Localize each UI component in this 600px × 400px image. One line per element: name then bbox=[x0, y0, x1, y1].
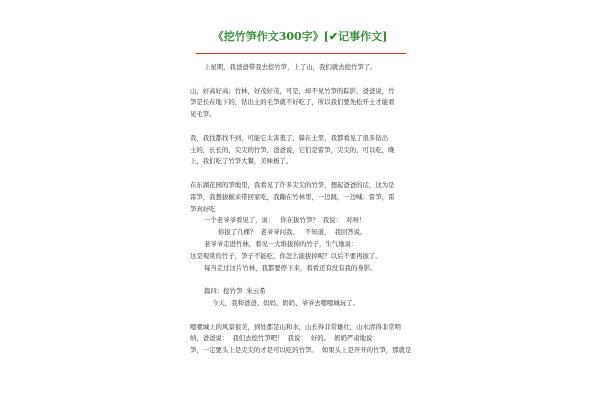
paragraph-gap bbox=[190, 274, 422, 286]
paragraph-line: 上，我们吃了竹笋大餐，美味极了。 bbox=[190, 157, 293, 166]
paragraph-line: 我，我找都找不到，可能它太害羞了，躲在土里，我都看见了很多钻出 bbox=[190, 133, 389, 142]
paragraph-line: 雷笋，我想拔掘来带回家吃，我蹦在竹林里，一边跳，一边喊：雷笋，雷 bbox=[190, 192, 395, 201]
section-heading: 篇四：挖竹笋 朱云希 bbox=[204, 287, 266, 296]
paragraph-line: 今天，我和爸爸、妈妈、奶奶、爷爷去嗯嗯城玩了。 bbox=[212, 298, 359, 307]
paragraph-line: 这是观赏的竹子，笋子不能吃，你怎么能拔掉呢？以后不要再拔了。 bbox=[190, 251, 382, 260]
paragraph-line: 上星期，我爸爸带我去挖竹笋，上了山，我们就去挖竹笋了。 bbox=[204, 63, 377, 71]
paragraph-gap bbox=[190, 168, 422, 180]
paragraph-line: 一个老爷爷看见了，说： 你在拔竹笋？ 我说： 对呀！ bbox=[204, 216, 366, 225]
paragraph-line: 老爷爷走进竹林，看见一大堆拔掉的竹子，生气地说： bbox=[204, 239, 358, 248]
title-divider bbox=[196, 53, 406, 54]
paragraph-line: 嗯嗯城上的风景很美，到处都是山和水，山长得非常雄壮，山水清得非常明 bbox=[190, 322, 401, 331]
paragraph-line: 笋是长在地下的，钻出土的毛笋就不好吃了，所以我们要先松开土才能看 bbox=[190, 98, 395, 107]
paragraph-line: 在东湖花园的笋地里，我看见了许多尖尖的竹笋，想起爸爸的话，这为是 bbox=[190, 180, 395, 189]
document-title: 《挖竹笋作文300字》[✔记事作文] bbox=[212, 30, 388, 43]
paragraph-line: 山，好高好高；竹林，好茂好茂，可是，却不见竹笋的踪影，爸爸说，竹 bbox=[190, 86, 395, 95]
paragraph-line: 你拔了几棵？ 老爷爷问我。 不知道， 我回答说。 bbox=[218, 228, 367, 237]
paragraph-line: 笋，一定要头上是尖尖的才是可以吃的竹笋。 如果头上是开开的竹笋，那就是 bbox=[190, 346, 412, 355]
paragraph-gap bbox=[190, 310, 422, 322]
paragraph-gap bbox=[190, 121, 422, 133]
paragraph-line: 见毛笋。 bbox=[190, 110, 216, 119]
paragraph-gap bbox=[190, 74, 422, 86]
paragraph-line: 笋真好吃 bbox=[190, 204, 216, 213]
document-body bbox=[190, 62, 422, 357]
paragraph-line: 土的，长长的，尖尖的竹笋，爸爸说，它们是雷笋，尖尖的，可以吃，晚 bbox=[190, 145, 395, 154]
paragraph-line: 纳，爸爸说： 我们去挖竹笋吧！ 我说： 好的。 奶奶严肃地说： bbox=[190, 334, 379, 343]
paragraph-line: 每当走过这片竹林，我都要停下来，看看还有没有我的身影。 bbox=[204, 263, 377, 272]
